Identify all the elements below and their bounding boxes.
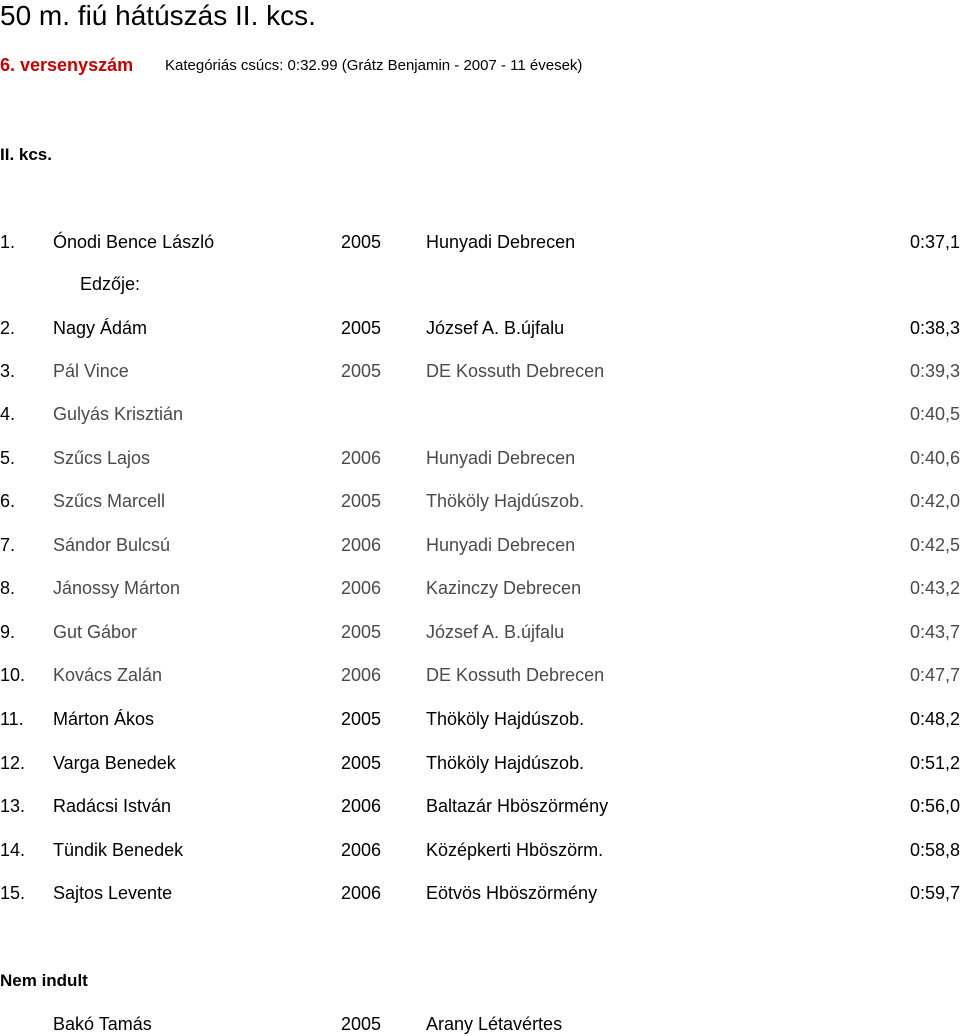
result-name: Radácsi István bbox=[53, 796, 172, 816]
result-place: 3. bbox=[0, 361, 16, 381]
result-name: Szűcs Marcell bbox=[53, 491, 166, 511]
result-name: Pál Vince bbox=[53, 361, 129, 381]
category-heading: II. kcs. bbox=[0, 145, 52, 164]
result-year: 2005 bbox=[341, 318, 382, 338]
result-place: 10. bbox=[0, 665, 26, 685]
result-name: Sándor Bulcsú bbox=[53, 535, 171, 555]
result-name: Gulyás Krisztián bbox=[53, 404, 184, 424]
result-place: 6. bbox=[0, 491, 16, 511]
result-year: 2006 bbox=[341, 448, 382, 468]
result-year: 2006 bbox=[341, 796, 382, 816]
result-name: Tündik Benedek bbox=[53, 840, 184, 860]
result-time: 0:42,5 bbox=[909, 535, 960, 555]
result-row bbox=[0, 446, 960, 470]
result-time: 0:51,2 bbox=[909, 753, 960, 773]
result-time: 0:59,7 bbox=[909, 883, 960, 903]
result-year: 2006 bbox=[341, 840, 382, 860]
not-started-row bbox=[0, 1012, 960, 1036]
not-started-name: Bakó Tamás bbox=[53, 1014, 152, 1034]
result-time: 0:43,7 bbox=[909, 622, 960, 642]
result-time: 0:47,7 bbox=[909, 665, 960, 685]
result-time: 0:48,2 bbox=[909, 709, 960, 729]
result-row bbox=[0, 230, 960, 254]
result-name: Jánossy Márton bbox=[53, 578, 181, 598]
result-name: Sajtos Levente bbox=[53, 883, 173, 903]
result-place: 13. bbox=[0, 796, 26, 816]
result-row bbox=[0, 663, 960, 687]
result-time: 0:39,3 bbox=[909, 361, 960, 381]
result-row bbox=[0, 620, 960, 644]
result-place: 12. bbox=[0, 753, 26, 773]
result-place: 14. bbox=[0, 840, 26, 860]
result-row bbox=[0, 881, 960, 905]
result-name: Ónodi Bence László bbox=[53, 232, 215, 252]
result-place: 11. bbox=[0, 709, 24, 729]
result-club: Thököly Hajdúszob. bbox=[426, 709, 585, 729]
result-place: 2. bbox=[0, 318, 16, 338]
result-row bbox=[0, 707, 960, 731]
result-row bbox=[0, 533, 960, 557]
result-year: 2005 bbox=[341, 361, 382, 381]
result-club: Hunyadi Debrecen bbox=[426, 232, 576, 252]
result-row bbox=[0, 489, 960, 513]
page-title: 50 m. fiú hátúszás II. kcs. bbox=[0, 0, 316, 31]
result-row bbox=[0, 794, 960, 818]
result-time: 0:40,6 bbox=[909, 448, 960, 468]
result-club: Hunyadi Debrecen bbox=[426, 535, 576, 555]
result-time: 0:42,0 bbox=[909, 491, 960, 511]
result-name: Varga Benedek bbox=[53, 753, 176, 773]
result-club: Thököly Hajdúszob. bbox=[426, 491, 585, 511]
result-club: Hunyadi Debrecen bbox=[426, 448, 576, 468]
result-row bbox=[0, 359, 960, 383]
result-year: 2006 bbox=[341, 883, 382, 903]
result-year: 2005 bbox=[341, 753, 382, 773]
not-started-year: 2005 bbox=[341, 1014, 382, 1034]
result-time: 0:58,8 bbox=[909, 840, 960, 860]
result-row bbox=[0, 576, 960, 600]
result-year: 2005 bbox=[341, 232, 382, 252]
result-place: 8. bbox=[0, 578, 16, 598]
result-year: 2006 bbox=[341, 535, 382, 555]
not-started-club: Arany Létavértes bbox=[426, 1014, 563, 1034]
result-club: DE Kossuth Debrecen bbox=[426, 361, 605, 381]
result-name: Kovács Zalán bbox=[53, 665, 163, 685]
result-year: 2005 bbox=[341, 491, 382, 511]
result-name: Gut Gábor bbox=[53, 622, 138, 642]
result-club: József A. B.újfalu bbox=[426, 318, 565, 338]
result-row bbox=[0, 838, 960, 862]
result-name: Márton Ákos bbox=[53, 709, 155, 729]
result-name: Nagy Ádám bbox=[53, 318, 148, 338]
result-place: 9. bbox=[0, 622, 16, 642]
result-club: Középkerti Hböszörm. bbox=[426, 840, 604, 860]
not-started-heading: Nem indult bbox=[0, 971, 88, 990]
result-row bbox=[0, 751, 960, 775]
result-row bbox=[0, 402, 960, 426]
result-row bbox=[0, 316, 960, 340]
result-year: 2005 bbox=[341, 622, 382, 642]
category-record: Kategóriás csúcs: 0:32.99 (Grátz Benjamin - 2007 - 11 évesek) bbox=[165, 57, 583, 74]
result-place: 5. bbox=[0, 448, 16, 468]
result-year: 2006 bbox=[341, 665, 382, 685]
result-place: 4. bbox=[0, 404, 16, 424]
result-year: 2006 bbox=[341, 578, 382, 598]
result-place: 7. bbox=[0, 535, 16, 555]
result-club: Kazinczy Debrecen bbox=[426, 578, 582, 598]
result-time: 0:38,3 bbox=[909, 318, 960, 338]
result-club: József A. B.újfalu bbox=[426, 622, 565, 642]
result-place: 1. bbox=[0, 232, 16, 252]
result-time: 0:37,1 bbox=[909, 232, 960, 252]
event-number: 6. versenyszám bbox=[0, 55, 134, 75]
result-name: Szűcs Lajos bbox=[53, 448, 151, 468]
result-time: 0:56,0 bbox=[909, 796, 960, 816]
coach-label: Edzője: bbox=[80, 274, 141, 294]
result-club: Eötvös Hböszörmény bbox=[426, 883, 598, 903]
result-club: Baltazár Hböszörmény bbox=[426, 796, 609, 816]
result-place: 15. bbox=[0, 883, 26, 903]
result-time: 0:43,2 bbox=[909, 578, 960, 598]
result-club: Thököly Hajdúszob. bbox=[426, 753, 585, 773]
result-club: DE Kossuth Debrecen bbox=[426, 665, 605, 685]
result-year: 2005 bbox=[341, 709, 382, 729]
result-time: 0:40,5 bbox=[909, 404, 960, 424]
